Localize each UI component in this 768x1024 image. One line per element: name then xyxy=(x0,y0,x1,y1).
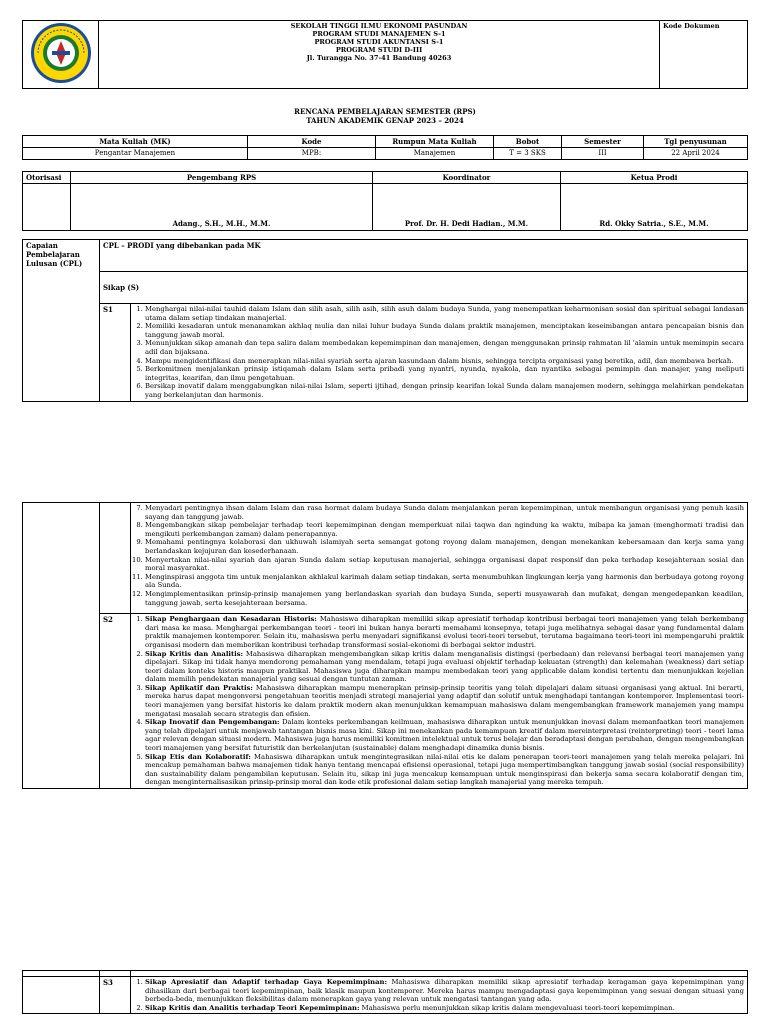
authorization-label: Otorisasi xyxy=(23,172,71,184)
signature-cell xyxy=(373,184,561,231)
page-2 xyxy=(22,502,748,789)
list-item: 3. Menunjukkan sikap amanah dan tepa salira dalam membedakan kepemimpinan dan manajemen, dengan menggunakan prinsip rahmatan lil 'alamin untuk memimpin secara adil dan bijaksana. xyxy=(145,339,744,356)
list-item xyxy=(145,753,744,787)
course-value: 22 April 2024 xyxy=(644,148,748,160)
s2-code: S2 xyxy=(100,614,131,789)
course-value: Pengantar Manajemen xyxy=(23,148,248,160)
institution-line: SEKOLAH TINGGI ILMU EKONOMI PASUNDAN xyxy=(290,22,468,30)
authorization-header: Pengembang RPS xyxy=(71,172,373,184)
cpl-label-empty xyxy=(23,977,100,1014)
cpl-table-continued-2 xyxy=(22,970,748,1014)
item-heading: Sikap Inovatif dan Pengembangan: xyxy=(145,718,280,727)
doc-subtitle: TAHUN AKADEMIK GENAP 2023 – 2024 xyxy=(306,116,464,125)
list-item: 4. Mampu mengidentifikasi dan menerapkan nilai-nilai syariah serta ajaran kasundaan dalam bisnis, sehingga tercipta organisasi yang beretika, adil, dan membawa berkah. xyxy=(145,357,744,366)
s1-list-cell xyxy=(131,304,748,402)
s1-code-empty xyxy=(100,503,131,614)
page-1 xyxy=(22,20,748,402)
institution-line: PROGRAM STUDI MANAJEMEN S-1 xyxy=(312,30,446,38)
signer-name: Prof. Dr. H. Dedi Hadian., M.M. xyxy=(404,219,529,228)
item-text: Mahasiswa diharapkan untuk mengintegrasikan nilai-nilai etis ke dalam penerapan teori-teori manajemen yang telah mereka pelajari. Ini mencakup pemahaman bahwa manajemen tidak hanya tentang mencapai efisiensi operasional, tetapi juga mempertimbangkan tanggung jawab sosial (social responsibility) dan sustainability dalam pengambilan keputusan. Selain itu, sikap ini juga mencakup kemampuan untuk menginspirasi dan bekerja sama secara kolaboratif dengan tim, dengan menginternalisasikan prinsip-prinsip moral dan kode etik profesional dalam setiap langkah manajerial yang mereka tempuh. xyxy=(145,752,744,787)
authorization-header: Ketua Prodi xyxy=(561,172,748,184)
course-info-table xyxy=(22,135,748,160)
signer-name: Adang., S.H., M.H., M.M. xyxy=(172,219,271,228)
item-text: Mahasiswa diharapkan memiliki sikap apresiatif terhadap keragaman gaya kepemimpinan yang dihasilkan dari berbagai teori kepemimpinan, baik klasik maupun kontemporer. Mereka harus mampu mengadaptasi gaya kepemimpinan yang sesuai dengan situasi yang berbeda-beda, menunjukkan fleksibilitas dalam menerapkan gaya yang relevan untuk mengatasi tantangan yang ada. xyxy=(145,978,744,1004)
logo-cell xyxy=(23,21,99,89)
list-item: 6. Bersikap inovatif dalam menggabungkan nilai-nilai Islam, seperti ijtihad, dengan prinsip kearifan lokal Sunda dalam manajemen modern, sehingga melahirkan pendekatan yang berkelanjutan dan harmonis. xyxy=(145,382,744,399)
item-text: Mahasiswa diharapkan memiliki sikap apresiatif terhadap kontribusi berbagai teori manajemen yang telah berkembang dari masa ke masa. Menghargai perkembangan teori - teori ini bukan hanya berarti memahami konsepnya, tetapi juga melihatnya sebagai dasar yang fundamental dalam praktik manajemen kontemporer. Selain itu, mahasiswa perlu menyadari signifikansi evolusi teori-teori tersebut, terutama bagaimana teori-teori ini mempengaruhi praktik organisasi modern dan memberikan kontribusi terhadap transformasi sosial-ekonomi di berbagai sektor industri. xyxy=(145,615,744,649)
list-item: 5. Berkomitmen menjalankan prinsip istiqamah dalam Islam serta pribadi yang nyantri, nyunda, nyakola, dan nyantika sebagai pemimpin dan manajer, yang meliputi integritas, kearifan, dan ilmu pengetahuan. xyxy=(145,365,744,382)
cpl-table-continued xyxy=(22,502,748,789)
s3-code: S3 xyxy=(100,977,131,1014)
list-item: 7. Menyadari pentingnya ihsan dalam Islam dan rasa hormat dalam budaya Sunda dalam menjalankan peran kepemimpinan, untuk membangun organisasi yang penuh kasih sayang dan tanggung jawab. xyxy=(145,504,744,521)
list-item: 8. Mengembangkan sikap pembelajar terhadap teori kepemimpinan dengan memperkuat nilai taqwa dan ngindung ka waktu, mibapa ka jaman (menghormati tradisi dan mengikuti perkembangan zaman) dalam penerapannya. xyxy=(145,521,744,538)
authorization-header: Koordinator xyxy=(373,172,561,184)
list-item xyxy=(145,650,744,684)
list-item: 1. Menghargai nilai-nilai tauhid dalam Islam dan silih asah, silih asih, silih asuh dalam budaya Sunda, yang menempatkan keharmonisan sosial dan spiritual sebagai landasan utama dalam setiap tindakan manajerial. xyxy=(145,305,744,322)
sikap-label: Sikap (S) xyxy=(100,272,748,304)
item-heading: Sikap Kritis dan Analitis terhadap Teori Kepemimpinan: xyxy=(145,1003,360,1012)
list-item xyxy=(145,684,744,718)
signature-cell xyxy=(561,184,748,231)
item-heading: Sikap Etis dan Kolaboratif: xyxy=(145,752,251,761)
page-3 xyxy=(22,970,748,1014)
stie-pasundan-logo xyxy=(30,22,92,84)
item-heading: Sikap Apresiatif dan Adaptif terhadap Gaya Kepemimpinan: xyxy=(145,978,387,986)
list-item: 9. Memahami pentingnya kolaborasi dan ukhuwah islamiyah serta semangat gotong royong dalam manajemen, dengan menekankan kebersamaan dan kerja sama yang berlandaskan kejujuran dan kesederhanaan. xyxy=(145,538,744,555)
s1-list-continued xyxy=(134,504,744,607)
s2-list-cell xyxy=(131,614,748,789)
s3-list-cell xyxy=(131,977,748,1014)
list-item: 11. Menginspirasi anggota tim untuk menjalankan akhlakul karimah dalam setiap tindakan, serta menumbuhkan lingkungan kerja yang harmonis dan berbudaya gotong royong ala Sunda. xyxy=(145,573,744,590)
doc-title: RENCANA PEMBELAJARAN SEMESTER (RPS) xyxy=(294,107,476,116)
cpl-title: CPL – PRODI yang dibebankan pada MK xyxy=(100,240,748,272)
item-text: Mahasiswa diharapkan mampu menerapkan prinsip-prinsip teoritis yang telah dipelajari dalam situasi organisasi yang aktual. Ini berarti, mereka harus dapat mengonversi pengetahuan teoritis menjadi strategi manajerial yang adaptif dan solutif untuk menghadapi tantangan kontemporer. Implementasi teori-teori manajemen yang bersifat historis ke dalam praktik modern akan menunjukkan kemampuan mahasiswa dalam mengembangkan framework manajemen yang mampu mengatasi masalah secara strategis dan efisien. xyxy=(145,683,744,718)
course-header: Tgl penyusunan xyxy=(644,136,748,148)
course-value: MPB: xyxy=(248,148,376,160)
item-text: Dalam konteks perkembangan keilmuan, mahasiswa diharapkan untuk menunjukkan inovasi dalam memanfaatkan teori manajemen yang telah dipelajari untuk menjawab tantangan bisnis masa kini. Sikap ini menekankan pada kemampuan kreatif dalam mereinterpretasi (reinterpreting) teori - teori lama agar relevan dengan situasi modern. Mahasiswa juga harus memiliki komitmen intelektual untuk terus belajar dan beradaptasi dengan perubahan, dengan mengembangkan teori manajemen yang bersifat futuristik dan berkelanjutan (sustainable) dalam menghadapi dinamika dunia bisnis. xyxy=(145,718,744,753)
signature-cell xyxy=(71,184,373,231)
course-value: T = 3 SKS xyxy=(494,148,562,160)
list-item xyxy=(145,978,744,1004)
s2-list xyxy=(134,615,744,787)
item-heading: Sikap Kritis dan Analitis: xyxy=(145,649,244,658)
course-value: Manajemen xyxy=(376,148,494,160)
list-item xyxy=(145,1004,744,1013)
s3-list xyxy=(134,978,744,1012)
cpl-label-empty xyxy=(23,503,100,789)
list-item xyxy=(145,718,744,752)
list-item: 10. Menyertakan nilai-nilai syariah dan ajaran Sunda dalam setiap keputusan manajerial, sehingga organisasi dapat responsif dan peka terhadap kesejahteraan sosial dan moral masyarakat. xyxy=(145,556,744,573)
s1-code: S1 xyxy=(100,304,131,402)
course-value: III xyxy=(562,148,644,160)
item-heading: Sikap Penghargaan dan Kesadaran Historis: xyxy=(145,615,317,624)
s1-list xyxy=(134,305,744,400)
item-heading: Sikap Aplikatif dan Praktis: xyxy=(145,683,253,692)
item-text: Mahasiswa diharapkan mengembangkan sikap kritis dalam menganalisis distingsi (perbedaan) dan relevansi berbagai teori manajemen yang dipelajari. Sikap ini tidak hanya mendorong pemahaman yang mendalam, tetapi juga evaluasi objektif terhadap kekuatan (strength) dan kelemahan (weakness) dari setiap teori dalam konteks historis maupun praktikal. Mahasiswa juga diharapkan mampu membedakan teori yang applicable dalam kondisi tertentu dan menunjukkan kejelian dalam memilih pendekatan manajerial yang sesuai dengan tuntutan zaman. xyxy=(145,649,745,684)
authorization-table xyxy=(22,171,748,231)
course-header: Rumpun Mata Kuliah xyxy=(376,136,494,148)
course-header: Kode xyxy=(248,136,376,148)
doc-code-label: Kode Dokumen xyxy=(660,21,748,89)
s1-list-cell xyxy=(131,503,748,614)
course-header: Mata Kuliah (MK) xyxy=(23,136,248,148)
letterhead-table xyxy=(22,20,748,89)
list-item: 2. Memiliki kesadaran untuk menanamkan akhlaq mulia dan nilai luhur budaya Sunda dalam praktik manajemen, menciptakan keseimbangan antara pencapaian bisnis dan tanggung jawab moral. xyxy=(145,322,744,339)
item-text: Mahasiswa perlu menunjukkan sikap kritis dalam mengevaluasi teori-teori kepemimpinan. xyxy=(359,1003,675,1012)
institution-address: Jl. Turangga No. 37-41 Bandung 40263 xyxy=(306,54,452,62)
institution-line: PROGRAM STUDI AKUNTANSI S-1 xyxy=(314,38,444,46)
list-item: 12. Mengimplementasikan prinsip-prinsip manajemen yang berlandaskan syariah dan budaya Sunda, seperti musyawarah dan mufakat, dengan mengedepankan keadilan, tanggung jawab, serta kesejahteraan bersama. xyxy=(145,590,744,607)
cpl-table xyxy=(22,239,748,402)
signer-name: Rd. Okky Satria., S.E., M.M. xyxy=(599,219,709,228)
course-header: Bobot xyxy=(494,136,562,148)
course-header: Semester xyxy=(562,136,644,148)
cpl-label: Capaian Pembelajaran Lulusan (CPL) xyxy=(23,240,100,402)
institution-line: PROGRAM STUDI D-III xyxy=(335,46,423,54)
list-item xyxy=(145,615,744,649)
institution-header xyxy=(99,21,660,89)
